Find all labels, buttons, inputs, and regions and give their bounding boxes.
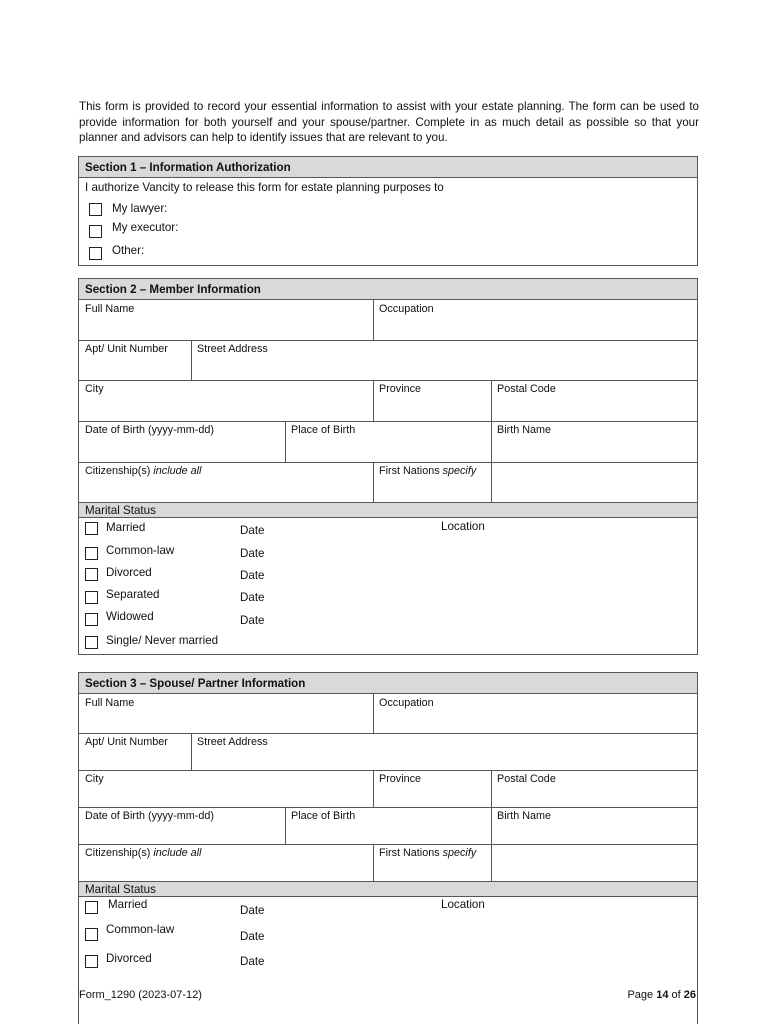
- spouse-city-field[interactable]: City: [85, 773, 104, 785]
- spouse-married-date-label: Date: [240, 904, 265, 917]
- member-marital-status-heading: Marital Status: [79, 502, 697, 518]
- member-occupation-field[interactable]: Occupation: [379, 303, 434, 315]
- member-widowed-checkbox[interactable]: [85, 613, 98, 626]
- other-label: Other:: [112, 244, 145, 257]
- spouse-street-address-field[interactable]: Street Address: [197, 736, 268, 748]
- first-nations-hint: specify: [442, 465, 477, 477]
- member-province-field[interactable]: Province: [379, 383, 422, 395]
- member-separated-label: Separated: [106, 588, 160, 601]
- spouse-divorced-date-label: Date: [240, 955, 265, 968]
- spouse-dob-field[interactable]: Date of Birth (yyyy-mm-dd): [85, 810, 214, 822]
- spouse-postal-code-field[interactable]: Postal Code: [497, 773, 556, 785]
- member-city-field[interactable]: City: [85, 383, 104, 395]
- member-divorced-checkbox[interactable]: [85, 568, 98, 581]
- citizenship-label: Citizenship(s): [85, 465, 154, 477]
- member-common-law-checkbox[interactable]: [85, 547, 98, 560]
- section-1-authorization: [78, 156, 698, 266]
- spouse-first-nations-hint: specify: [442, 847, 477, 859]
- member-dob-field[interactable]: Date of Birth (yyyy-mm-dd): [85, 424, 214, 436]
- intro-paragraph: This form is provided to record your essential information to assist with your estate planning. The form can be used to provide information for both yourself and your spouse/partner. Complete in as much detail as possible so that your planner and advisors can help to identify issues that are relevant to you.: [79, 100, 699, 144]
- section-3-title: Section 3 – Spouse/ Partner Information: [79, 673, 697, 694]
- lawyer-checkbox[interactable]: [89, 203, 102, 216]
- section-1-title: Section 1 – Information Authorization: [79, 157, 697, 178]
- section-3-spouse-info: [78, 672, 698, 1024]
- spouse-divorced-checkbox[interactable]: [85, 955, 98, 968]
- member-divorced-date-label: Date: [240, 569, 265, 582]
- member-street-address-field[interactable]: Street Address: [197, 343, 268, 355]
- other-checkbox[interactable]: [89, 247, 102, 260]
- member-place-of-birth-field[interactable]: Place of Birth: [291, 424, 356, 436]
- member-married-label: Married: [106, 521, 146, 534]
- spouse-citizenship-label: Citizenship(s): [85, 847, 154, 859]
- authorization-statement: I authorize Vancity to release this form for estate planning purposes to: [85, 181, 444, 194]
- spouse-first-nations-label: First Nations: [379, 847, 443, 859]
- member-full-name-field[interactable]: Full Name: [85, 303, 135, 315]
- spouse-married-checkbox[interactable]: [85, 901, 98, 914]
- spouse-citizenship-field[interactable]: [79, 844, 373, 881]
- page-mid: of: [668, 989, 684, 1001]
- spouse-location-label: Location: [441, 898, 485, 911]
- spouse-first-nations-field[interactable]: [373, 844, 697, 881]
- spouse-common-law-label: Common-law: [106, 923, 175, 936]
- member-birth-name-field[interactable]: Birth Name: [497, 424, 552, 436]
- member-separated-date-label: Date: [240, 591, 265, 604]
- spouse-place-of-birth-field[interactable]: Place of Birth: [291, 810, 356, 822]
- executor-checkbox[interactable]: [89, 225, 102, 238]
- spouse-province-field[interactable]: Province: [379, 773, 422, 785]
- member-married-date-label: Date: [240, 524, 265, 537]
- member-location-label: Location: [441, 520, 485, 533]
- section-2-title: Section 2 – Member Information: [79, 279, 697, 300]
- spouse-common-law-checkbox[interactable]: [85, 928, 98, 941]
- member-citizenship-field[interactable]: [79, 462, 373, 502]
- member-apt-unit-field[interactable]: Apt/ Unit Number: [85, 343, 168, 355]
- spouse-married-label: Married: [108, 898, 148, 911]
- member-single-label: Single/ Never married: [106, 634, 219, 647]
- section-2-member-info: [78, 278, 698, 655]
- lawyer-label: My lawyer:: [112, 202, 168, 215]
- member-separated-checkbox[interactable]: [85, 591, 98, 604]
- executor-label: My executor:: [112, 221, 179, 234]
- spouse-occupation-field[interactable]: Occupation: [379, 697, 434, 709]
- member-postal-code-field[interactable]: Postal Code: [497, 383, 556, 395]
- page-number: [627, 989, 696, 1001]
- member-common-law-date-label: Date: [240, 547, 265, 560]
- spouse-citizenship-hint: include all: [153, 847, 202, 859]
- member-divorced-label: Divorced: [106, 566, 152, 579]
- member-widowed-date-label: Date: [240, 614, 265, 627]
- spouse-full-name-field[interactable]: Full Name: [85, 697, 135, 709]
- member-first-nations-field[interactable]: [373, 462, 697, 502]
- citizenship-hint: include all: [153, 465, 202, 477]
- first-nations-label: First Nations: [379, 465, 443, 477]
- spouse-apt-unit-field[interactable]: Apt/ Unit Number: [85, 736, 168, 748]
- spouse-common-law-date-label: Date: [240, 930, 265, 943]
- page-total: 26: [683, 989, 696, 1001]
- form-id: Form_1290 (2023-07-12): [79, 989, 202, 1001]
- member-married-checkbox[interactable]: [85, 522, 98, 535]
- member-single-checkbox[interactable]: [85, 636, 98, 649]
- page-prefix: Page: [627, 989, 657, 1001]
- spouse-marital-status-heading: Marital Status: [79, 881, 697, 897]
- spouse-birth-name-field[interactable]: Birth Name: [497, 810, 552, 822]
- member-widowed-label: Widowed: [106, 610, 154, 623]
- page-current: 14: [656, 989, 669, 1001]
- member-common-law-label: Common-law: [106, 544, 175, 557]
- spouse-divorced-label: Divorced: [106, 952, 152, 965]
